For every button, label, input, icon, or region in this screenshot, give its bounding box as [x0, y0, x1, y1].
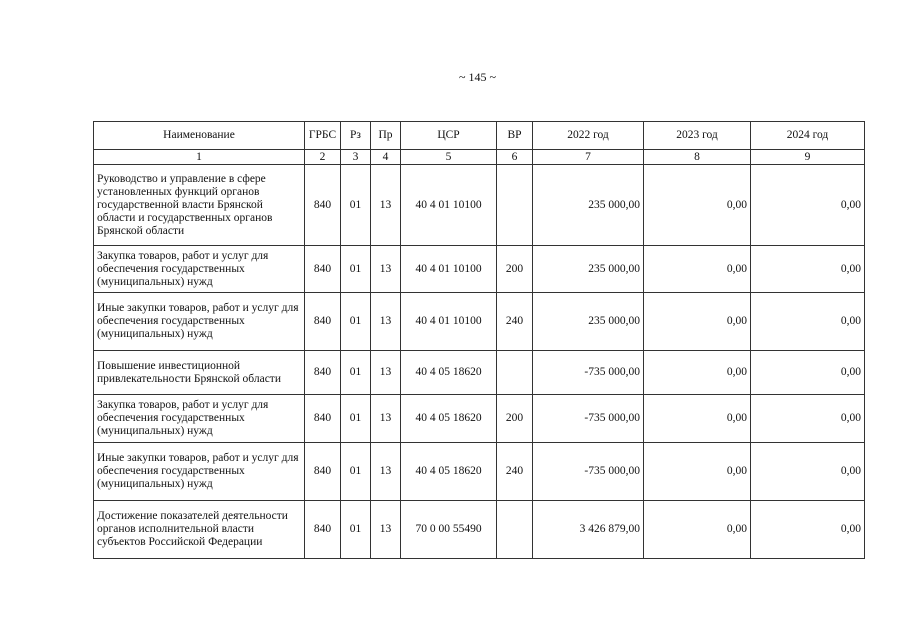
row-rz: 01	[341, 246, 371, 293]
row-vr	[497, 351, 533, 395]
row-grbs: 840	[305, 395, 341, 443]
row-name: Достижение показателей деятельности органов исполнительной власти субъектов Российской Федерации	[94, 501, 305, 559]
table-row	[94, 443, 865, 501]
row-rz: 01	[341, 443, 371, 501]
row-rz: 01	[341, 293, 371, 351]
column-number: 4	[371, 150, 401, 165]
table-row	[94, 293, 865, 351]
row-pr: 13	[371, 501, 401, 559]
row-name: Закупка товаров, работ и услуг для обеспечения государственных (муниципальных) нужд	[94, 395, 305, 443]
row-2024: 0,00	[751, 293, 865, 351]
row-2023: 0,00	[644, 501, 751, 559]
column-number: 1	[94, 150, 305, 165]
row-2024: 0,00	[751, 351, 865, 395]
column-header-2023: 2023 год	[644, 122, 751, 150]
column-number: 8	[644, 150, 751, 165]
row-name: Закупка товаров, работ и услуг для обеспечения государственных (муниципальных) нужд	[94, 246, 305, 293]
column-number-row	[94, 150, 865, 165]
row-grbs: 840	[305, 293, 341, 351]
row-grbs: 840	[305, 443, 341, 501]
row-2023: 0,00	[644, 351, 751, 395]
column-header-rz: Рз	[341, 122, 371, 150]
row-vr: 240	[497, 293, 533, 351]
column-header-grbs: ГРБС	[305, 122, 341, 150]
row-2024: 0,00	[751, 395, 865, 443]
table-row	[94, 246, 865, 293]
table-header-row	[94, 122, 865, 150]
row-name: Повышение инвестиционной привлекательности Брянской области	[94, 351, 305, 395]
row-2022: 235 000,00	[533, 293, 644, 351]
row-vr	[497, 165, 533, 246]
column-number: 2	[305, 150, 341, 165]
row-2023: 0,00	[644, 246, 751, 293]
row-2022: -735 000,00	[533, 395, 644, 443]
row-2022: 235 000,00	[533, 165, 644, 246]
table-row	[94, 351, 865, 395]
row-vr: 200	[497, 246, 533, 293]
row-pr: 13	[371, 165, 401, 246]
row-csr: 40 4 01 10100	[401, 246, 497, 293]
column-number: 3	[341, 150, 371, 165]
row-2024: 0,00	[751, 165, 865, 246]
row-2023: 0,00	[644, 293, 751, 351]
column-header-2024: 2024 год	[751, 122, 865, 150]
row-grbs: 840	[305, 351, 341, 395]
row-vr: 200	[497, 395, 533, 443]
row-csr: 40 4 05 18620	[401, 351, 497, 395]
row-2023: 0,00	[644, 165, 751, 246]
row-rz: 01	[341, 165, 371, 246]
row-grbs: 840	[305, 165, 341, 246]
column-number: 5	[401, 150, 497, 165]
row-rz: 01	[341, 501, 371, 559]
row-name: Иные закупки товаров, работ и услуг для обеспечения государственных (муниципальных) нужд	[94, 293, 305, 351]
column-header-pr: Пр	[371, 122, 401, 150]
row-2022: -735 000,00	[533, 443, 644, 501]
page-number: ~ 145 ~	[459, 70, 496, 84]
row-csr: 40 4 05 18620	[401, 395, 497, 443]
column-header-name: Наименование	[94, 122, 305, 150]
row-pr: 13	[371, 395, 401, 443]
row-2024: 0,00	[751, 246, 865, 293]
row-csr: 40 4 01 10100	[401, 293, 497, 351]
row-2022: 3 426 879,00	[533, 501, 644, 559]
row-pr: 13	[371, 246, 401, 293]
row-grbs: 840	[305, 501, 341, 559]
row-2023: 0,00	[644, 443, 751, 501]
table-row	[94, 395, 865, 443]
row-grbs: 840	[305, 246, 341, 293]
row-2022: 235 000,00	[533, 246, 644, 293]
row-2023: 0,00	[644, 395, 751, 443]
row-csr: 40 4 01 10100	[401, 165, 497, 246]
table-row	[94, 165, 865, 246]
row-rz: 01	[341, 395, 371, 443]
row-name: Иные закупки товаров, работ и услуг для обеспечения государственных (муниципальных) нужд	[94, 443, 305, 501]
row-pr: 13	[371, 351, 401, 395]
row-2024: 0,00	[751, 443, 865, 501]
row-rz: 01	[341, 351, 371, 395]
row-2024: 0,00	[751, 501, 865, 559]
row-csr: 40 4 05 18620	[401, 443, 497, 501]
column-header-csr: ЦСР	[401, 122, 497, 150]
row-vr	[497, 501, 533, 559]
column-header-2022: 2022 год	[533, 122, 644, 150]
column-number: 7	[533, 150, 644, 165]
column-header-vr: ВР	[497, 122, 533, 150]
row-2022: -735 000,00	[533, 351, 644, 395]
column-number: 6	[497, 150, 533, 165]
row-pr: 13	[371, 443, 401, 501]
budget-table	[93, 121, 865, 559]
row-pr: 13	[371, 293, 401, 351]
column-number: 9	[751, 150, 865, 165]
row-csr: 70 0 00 55490	[401, 501, 497, 559]
row-vr: 240	[497, 443, 533, 501]
table-row	[94, 501, 865, 559]
row-name: Руководство и управление в сфере установленных функций органов государственной власти Брянской области и государственных органов Брянской области	[94, 165, 305, 246]
